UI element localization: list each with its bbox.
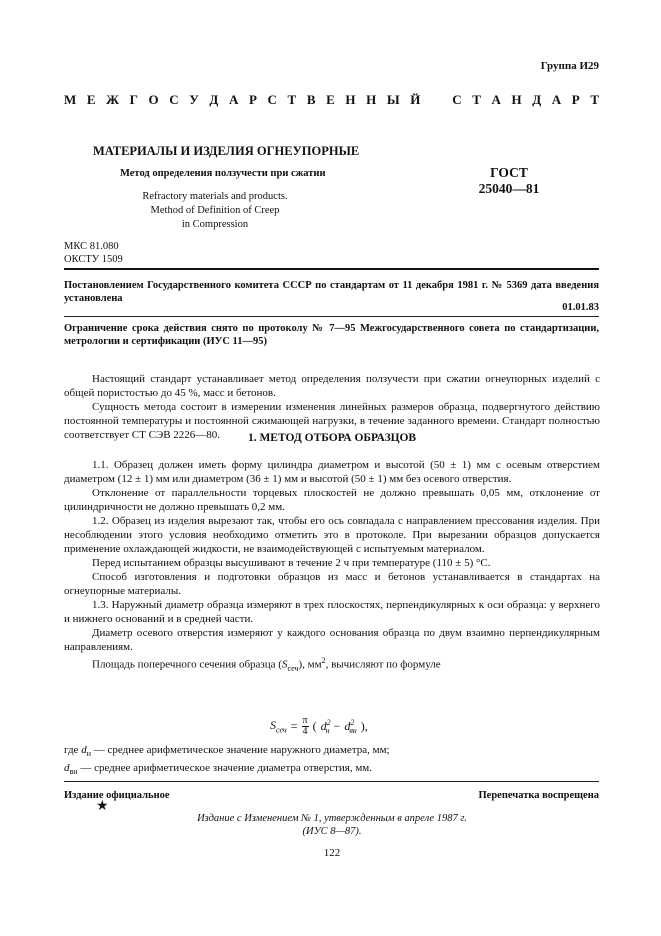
formula-minus: − [333, 719, 341, 733]
mks-code: МКС 81.080 [64, 241, 119, 252]
limitation-text: Ограничение срока действия снято по протоколу № 7—95 Межгосударственного совета по стандартизации, метрологии и сертификации (ИУС 11—95) [64, 323, 599, 347]
section-heading: 1. МЕТОД ОТБОРА ОБРАЗЦОВ [247, 432, 417, 444]
divider [64, 268, 599, 270]
formula-lhs: $S_{сеч}$ [270, 718, 287, 735]
title-letter: Е [86, 92, 96, 107]
paragraph: Сущность метода состоит в измерении изменения линейных размеров образца, подвергнутого действию постоянной температуры и постоянной сжимающей нагрузки, в течение заданного времени. Стандарт полностью соответствует СТ СЭВ 2226—80. [64, 401, 600, 441]
paragraph: Диаметр осевого отверстия измеряют у каждого основания образца по двум взаимно перпендикулярным направлениям. [64, 627, 600, 653]
paragraph: Перед испытанием образцы высушивают в течение 2 ч при температуре (110 ± 5) °С. [92, 557, 491, 569]
english-title-line: Method of Definition of Creep [150, 205, 280, 216]
title-letter: М [64, 92, 77, 107]
edition-line: (ИУС 8—87). [302, 826, 362, 837]
title-letter: С [452, 92, 462, 107]
section-1-body [64, 458, 600, 676]
title-letter: Т [287, 92, 297, 107]
definition-line: $d_{вн}$ — среднее арифметическое значение диаметра отверстия, мм. [64, 762, 372, 777]
formula-paren: ), [360, 719, 368, 733]
formula-term: $d^2_н$ [320, 717, 331, 736]
title-letter: О [148, 92, 159, 107]
title-letter: У [189, 92, 199, 107]
title-letter: А [228, 92, 239, 107]
title-letter: Н [511, 92, 522, 107]
title-letter: Е [326, 92, 335, 107]
edition-note [64, 812, 600, 838]
paragraph: Площадь поперечного сечения образца $(S_{сеч})$, $мм^2$, вычисляют по формуле [92, 656, 441, 673]
title-letter: Р [571, 92, 580, 107]
title-letter: Ж [106, 92, 120, 107]
official-edition-label: Издание официальное [64, 790, 170, 801]
definition-line: где $d_н$ — среднее арифметическое значение наружного диаметра, мм; [64, 744, 390, 759]
title-letter: Т [472, 92, 481, 107]
formula-definitions [64, 743, 600, 779]
title-letter: А [551, 92, 562, 107]
paragraph: 1.3. Наружный диаметр образца измеряют в трех плоскостях, перпендикулярных к оси образца: у верхнего и нижнего оснований и в средней части. [64, 599, 600, 625]
title-letter: Г [129, 92, 138, 107]
paragraph: Отклонение от параллельности торцевых плоскостей не должно превышать 0,05 мм, отклонение от цилиндричности не должно превышать 0,2 мм. [64, 487, 600, 513]
paragraph: Способ изготовления и подготовки образцов из масс и бетонов устанавливается в стандартах на огнеупорные материалы. [64, 571, 600, 597]
formula-paren: ( [312, 719, 317, 733]
group-label: Группа И29 [540, 60, 599, 72]
gost-label: ГОСТ [490, 165, 528, 180]
title-letter: Д [209, 92, 219, 107]
page-number: 122 [323, 847, 341, 859]
gost-code [464, 165, 554, 197]
formula-equals: = [290, 719, 298, 733]
title-letter: А [491, 92, 501, 107]
fraction-numerator: π [302, 715, 308, 726]
effective-date: 01.01.83 [562, 302, 599, 313]
star-icon: ★ [96, 799, 109, 814]
title-letter: Н [345, 92, 356, 107]
document-subtitle: Метод определения ползучести при сжатии [120, 168, 326, 179]
title-letter: В [306, 92, 316, 107]
title-letter: Ы [386, 92, 400, 107]
title-letter: Т [590, 92, 599, 107]
title-letter: Р [248, 92, 257, 107]
okstu-code: ОКСТУ 1509 [64, 254, 123, 265]
paragraph: 1.2. Образец из изделия вырезают так, чтобы его ось совпадала с направлением прессования изделия. При несоблюдении этого условия необходимо отметить это в протоколе. При вырезании образцов допускается применение охлаждающей жидкости, не взаимодействующей с испытуемым материалом. [64, 515, 600, 555]
classification-codes [64, 240, 123, 266]
area-formula [270, 716, 368, 737]
paragraph: 1.1. Образец должен иметь форму цилиндра диаметром и высотой (50 ± 1) мм с осевым отверстием диаметром (12 ± 1) мм или диаметром (36 ± 1) мм и высотой (50 ± 1) мм без осевого отверстия. [64, 459, 600, 485]
title-letter: С [169, 92, 179, 107]
title-letter: С [267, 92, 277, 107]
document-main-title: МАТЕРИАЛЫ И ИЗДЕЛИЯ ОГНЕУПОРНЫЕ [93, 144, 360, 158]
divider [64, 781, 599, 782]
approval-text: Постановлением Государственного комитета СССР по стандартам от 11 декабря 1981 г. № 5369 дата введения установлена [64, 280, 599, 304]
formula-fraction [302, 716, 309, 737]
gost-number: 25040—81 [478, 181, 540, 196]
title-letter: Д [532, 92, 542, 107]
standard-title [64, 92, 599, 108]
edition-line: Издание с Изменением № 1, утвержденным в апреле 1987 г. [197, 813, 467, 824]
english-title-line: Refractory materials and products. [142, 191, 288, 202]
formula-term: $d^2_{вн}$ [344, 717, 357, 736]
english-title-line: in Compression [181, 219, 249, 230]
fraction-denominator: 4 [302, 726, 308, 737]
english-title [120, 190, 310, 232]
divider [64, 316, 599, 317]
title-letter: Й [410, 92, 421, 107]
title-letter: Н [366, 92, 377, 107]
paragraph: Настоящий стандарт устанавливает метод определения ползучести при сжатии огнеупорных изделий с общей пористостью до 45 %, масс и бетонов. [64, 373, 600, 399]
reprint-prohibited-label: Перепечатка воспрещена [478, 790, 599, 801]
